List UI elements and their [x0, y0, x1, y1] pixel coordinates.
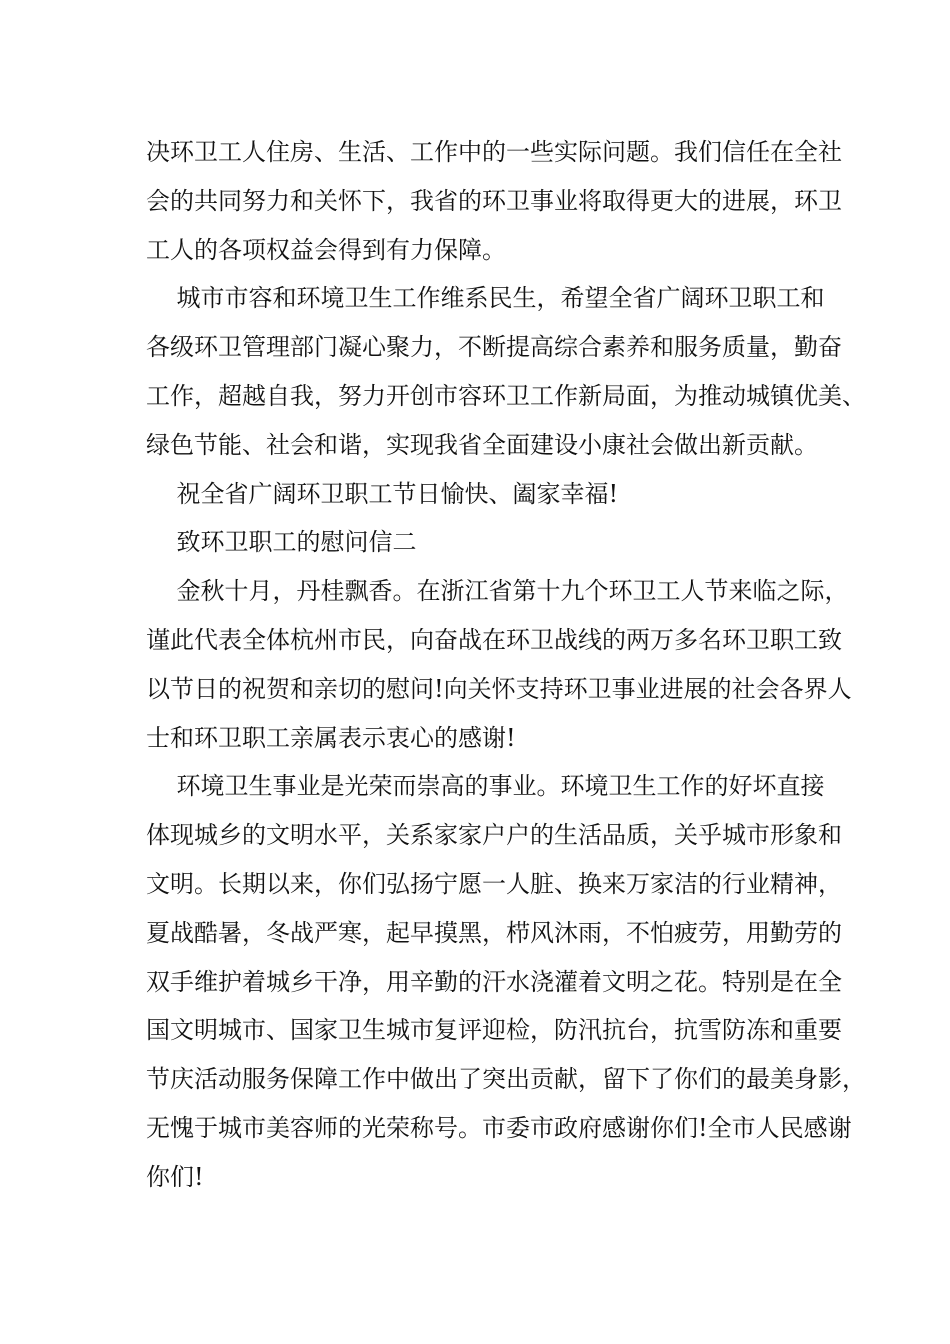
section-title: 致环卫职工的慰问信二 [146, 528, 417, 557]
text-line: 工人的各项权益会得到有力保障。 [146, 235, 506, 264]
text-line: 以节日的祝贺和亲切的慰问!向关怀支持环卫事业进展的社会各界人 [146, 674, 852, 703]
text-line: 祝全省广阔环卫职工节日愉快、阖家幸福! [146, 479, 619, 508]
document-body [146, 128, 866, 1202]
text-line: 你们! [146, 1162, 204, 1191]
text-line: 体现城乡的文明水平，关系家家户户的生活品质，关乎城市形象和 [146, 821, 842, 850]
text-line: 文明。长期以来，你们弘扬宁愿一人脏、换来万家洁的行业精神， [146, 869, 842, 898]
text-line: 夏战酷暑，冬战严寒，起早摸黑，栉风沐雨，不怕疲劳，用勤劳的 [146, 918, 842, 947]
text-line: 士和环卫职工亲属表示衷心的感谢! [146, 723, 516, 752]
text-line: 决环卫工人住房、生活、工作中的一些实际问题。我们信任在全社 [146, 138, 842, 166]
text-line: 环境卫生事业是光荣而崇高的事业。环境卫生工作的好坏直接 [146, 772, 825, 801]
text-line: 双手维护着城乡干净，用辛勤的汗水浇灌着文明之花。特别是在全 [146, 967, 842, 996]
text-line: 各级环卫管理部门凝心聚力，不断提高综合素养和服务质量，勤奋 [146, 333, 842, 362]
text-line: 金秋十月，丹桂飘香。在浙江省第十九个环卫工人节来临之际， [146, 577, 849, 606]
text-line: 国文明城市、国家卫生城市复评迎检，防汛抗台，抗雪防冻和重要 [146, 1016, 842, 1045]
text-line: 城市市容和环境卫生工作维系民生，希望全省广阔环卫职工和 [146, 284, 825, 313]
text-line: 节庆活动服务保障工作中做出了突出贡献，留下了你们的最美身影， [146, 1065, 866, 1094]
text-line: 会的共同努力和关怀下，我省的环卫事业将取得更大的进展，环卫 [146, 186, 842, 215]
text-line: 工作，超越自我，努力开创市容环卫工作新局面，为推动城镇优美、 [146, 381, 866, 410]
text-line: 无愧于城市美容师的光荣称号。市委市政府感谢你们!全市人民感谢 [146, 1113, 852, 1142]
text-line: 谨此代表全体杭州市民，向奋战在环卫战线的两万多名环卫职工致 [146, 625, 842, 654]
text-line: 绿色节能、社会和谐，实现我省全面建设小康社会做出新贡献。 [146, 430, 818, 459]
